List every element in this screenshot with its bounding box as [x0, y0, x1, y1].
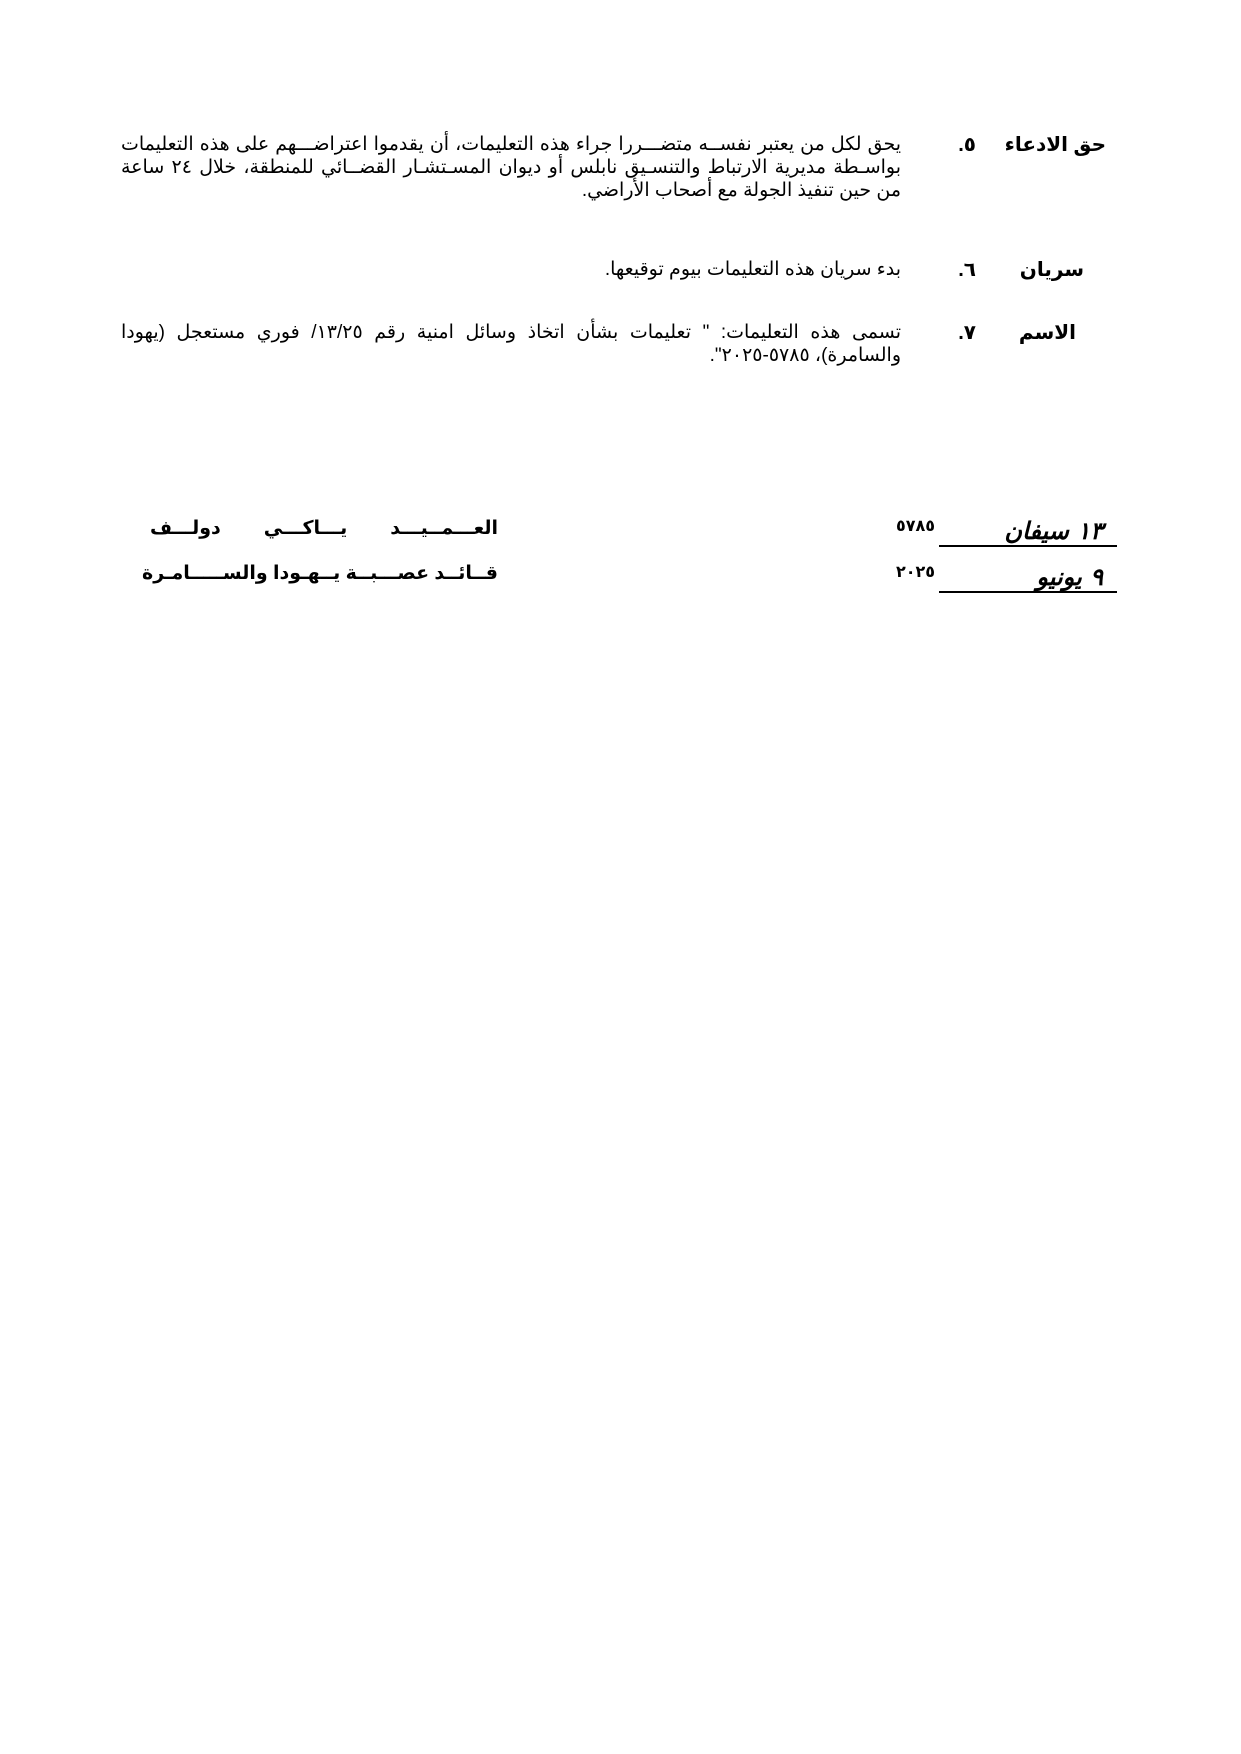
clause-number: ٥.: [958, 134, 976, 156]
clause-heading: حق الادعاء: [1004, 134, 1106, 156]
signatory-title: قــائــد عصـــبــة يــهـودا والســـــامـرة: [142, 563, 498, 584]
signatory-name: العـــمــيـــد يـــاكـــي دولـــف: [150, 518, 498, 539]
clause-heading: الاسم: [1018, 322, 1076, 344]
gregorian-year: ٢٠٢٥: [895, 564, 935, 581]
gregorian-date: ٩ يونيو: [939, 563, 1117, 593]
clause-5: [116, 133, 1106, 223]
clause-number: ٧.: [958, 322, 976, 344]
hebrew-date-line: [896, 516, 1117, 547]
clause-text: بدء سريان هذه التعليمات بيوم توقيعها.: [604, 259, 901, 280]
clause-6: [116, 258, 1106, 288]
clause-text: يحق لكل من يعتبر نفســه متضـــررا جراء هذه التعليمات، أن يقدموا اعتراضـــهم على هذه التعليمات بواسـطة مديرية الارتباط والتنسـيق نابلس أو ديوان المسـتشـار القضــائي للمنطقة، خلال ٢٤ ساعة من حين تنفيذ الجولة مع أصحاب الأراضي.: [121, 134, 901, 201]
hebrew-date: ١٣ سيفان: [939, 517, 1117, 547]
clause-heading: سريان: [1019, 259, 1084, 281]
clause-number: ٦.: [958, 259, 976, 281]
clause-text: تسمى هذه التعليمات: " تعليمات بشأن اتخاذ وسائل امنية رقم ١٣/٢٥/ فوري مستعجل (يهودا والسامرة)، ٥٧٨٥-٢٠٢٥".: [121, 322, 901, 366]
hebrew-year: ٥٧٨٥: [895, 518, 935, 535]
clause-7: [116, 321, 1106, 381]
gregorian-date-line: [896, 562, 1117, 593]
